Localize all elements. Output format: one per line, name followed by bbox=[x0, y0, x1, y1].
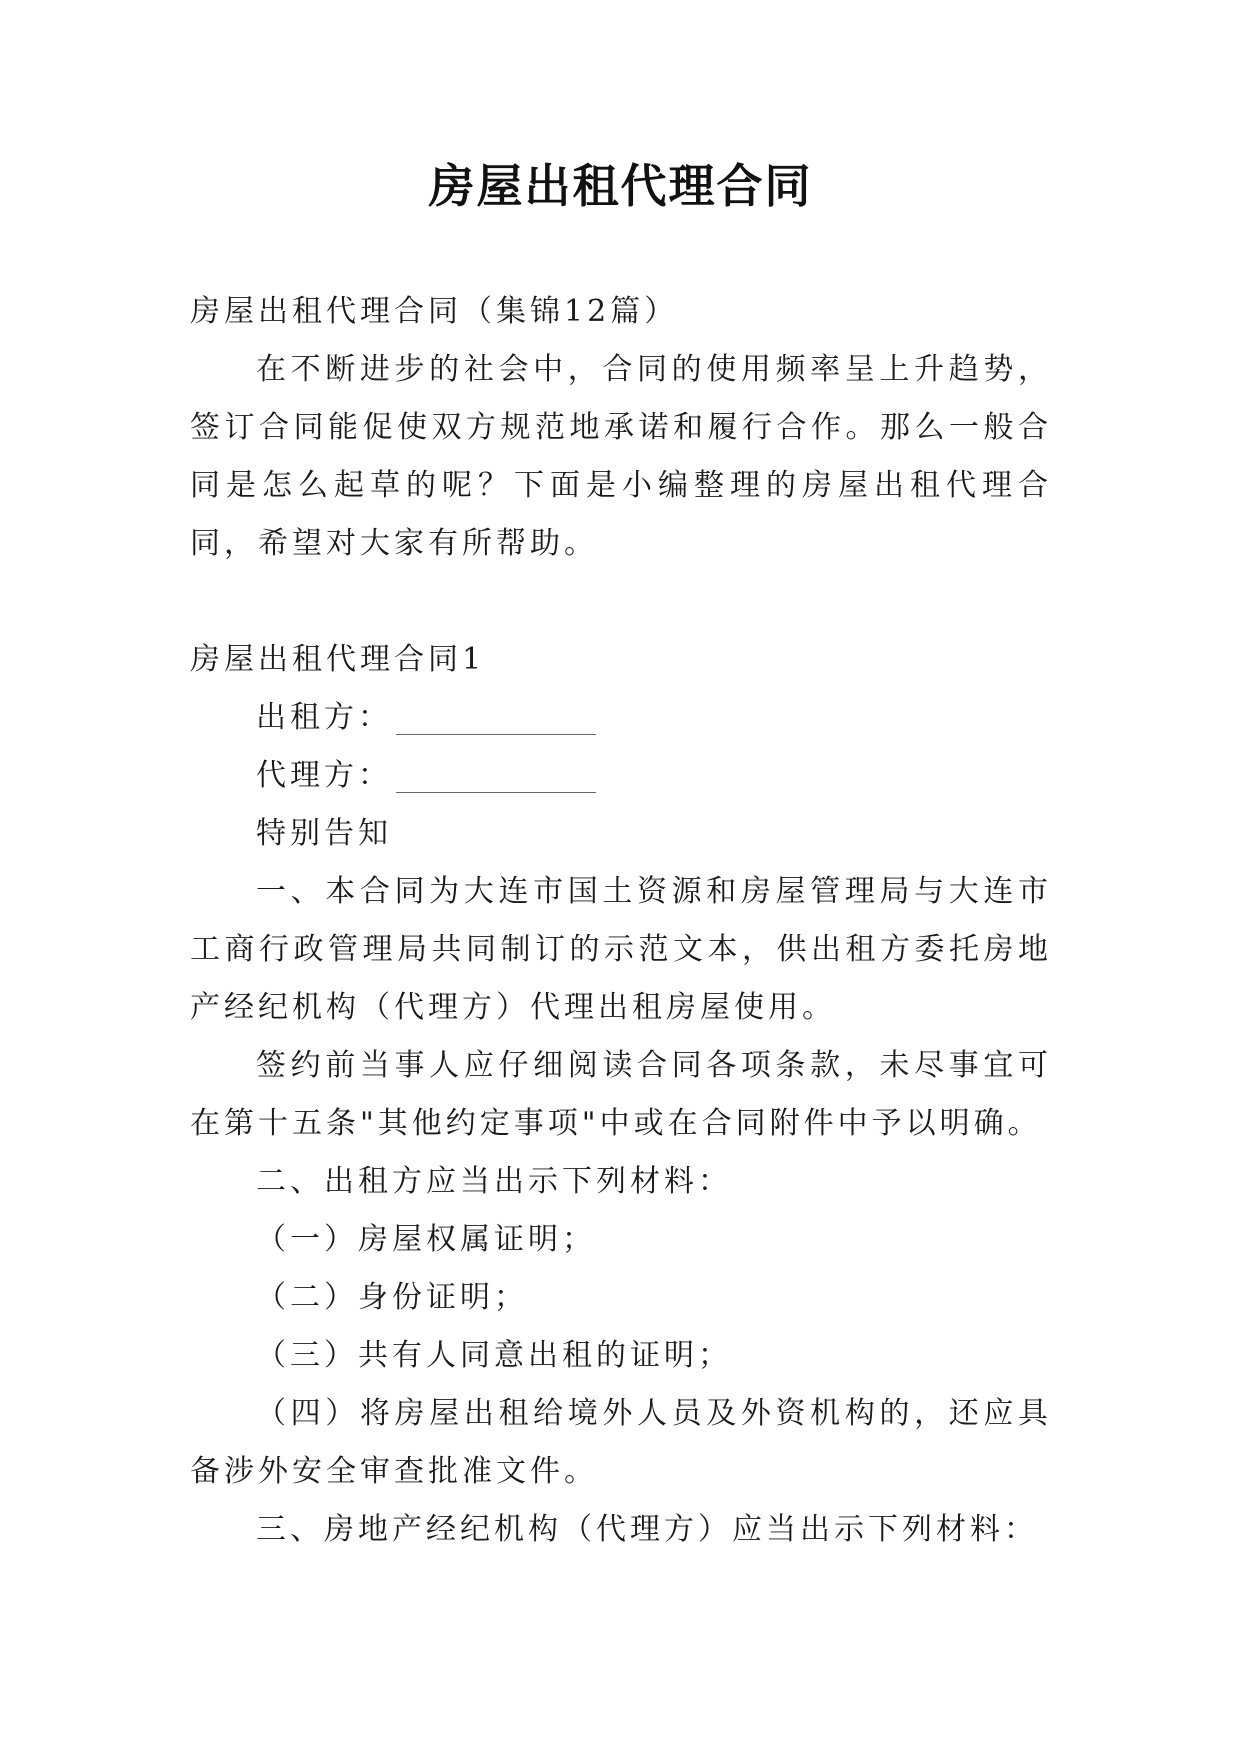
agent-label: 代理方： bbox=[256, 758, 392, 793]
list-item: （一）房屋权属证明； bbox=[256, 1222, 596, 1257]
agent-blank bbox=[396, 758, 596, 793]
notice-heading: 特别告知 bbox=[256, 816, 392, 851]
lessor-line bbox=[190, 689, 1052, 747]
intro-paragraph: 在不断进步的社会中，合同的使用频率呈上升趋势，签订合同能促使双方规范地承诺和履行合作。那么一般合同是怎么起草的呢？下面是小编整理的房屋出租代理合同，希望对大家有所帮助。 bbox=[190, 352, 1052, 561]
agent-line bbox=[190, 747, 1052, 805]
clause-paragraph: 签约前当事人应仔细阅读合同各项条款，未尽事宜可在第十五条"其他约定事项"中或在合同附件中予以明确。 bbox=[190, 1048, 1052, 1141]
list-item: （三）共有人同意出租的证明； bbox=[256, 1338, 732, 1373]
lessor-blank bbox=[396, 700, 596, 735]
paragraph-gap bbox=[190, 573, 1052, 631]
document-title: 房屋出租代理合同 bbox=[428, 159, 813, 213]
lessor-label: 出租方： bbox=[256, 700, 392, 735]
collection-title: 房屋出租代理合同（集锦12篇） bbox=[190, 294, 679, 329]
document-body bbox=[190, 283, 1052, 1559]
clause-paragraph: 三、房地产经纪机构（代理方）应当出示下列材料： bbox=[256, 1512, 1038, 1547]
clause-paragraph: 一、本合同为大连市国土资源和房屋管理局与大连市工商行政管理局共同制订的示范文本，供出租方委托房地产经纪机构（代理方）代理出租房屋使用。 bbox=[190, 874, 1052, 1025]
clause-paragraph: 二、出租方应当出示下列材料： bbox=[256, 1164, 732, 1199]
list-item: （二）身份证明； bbox=[256, 1280, 528, 1315]
section-heading: 房屋出租代理合同1 bbox=[190, 642, 486, 677]
list-item: （四）将房屋出租给境外人员及外资机构的，还应具备涉外安全审查批准文件。 bbox=[190, 1396, 1052, 1489]
